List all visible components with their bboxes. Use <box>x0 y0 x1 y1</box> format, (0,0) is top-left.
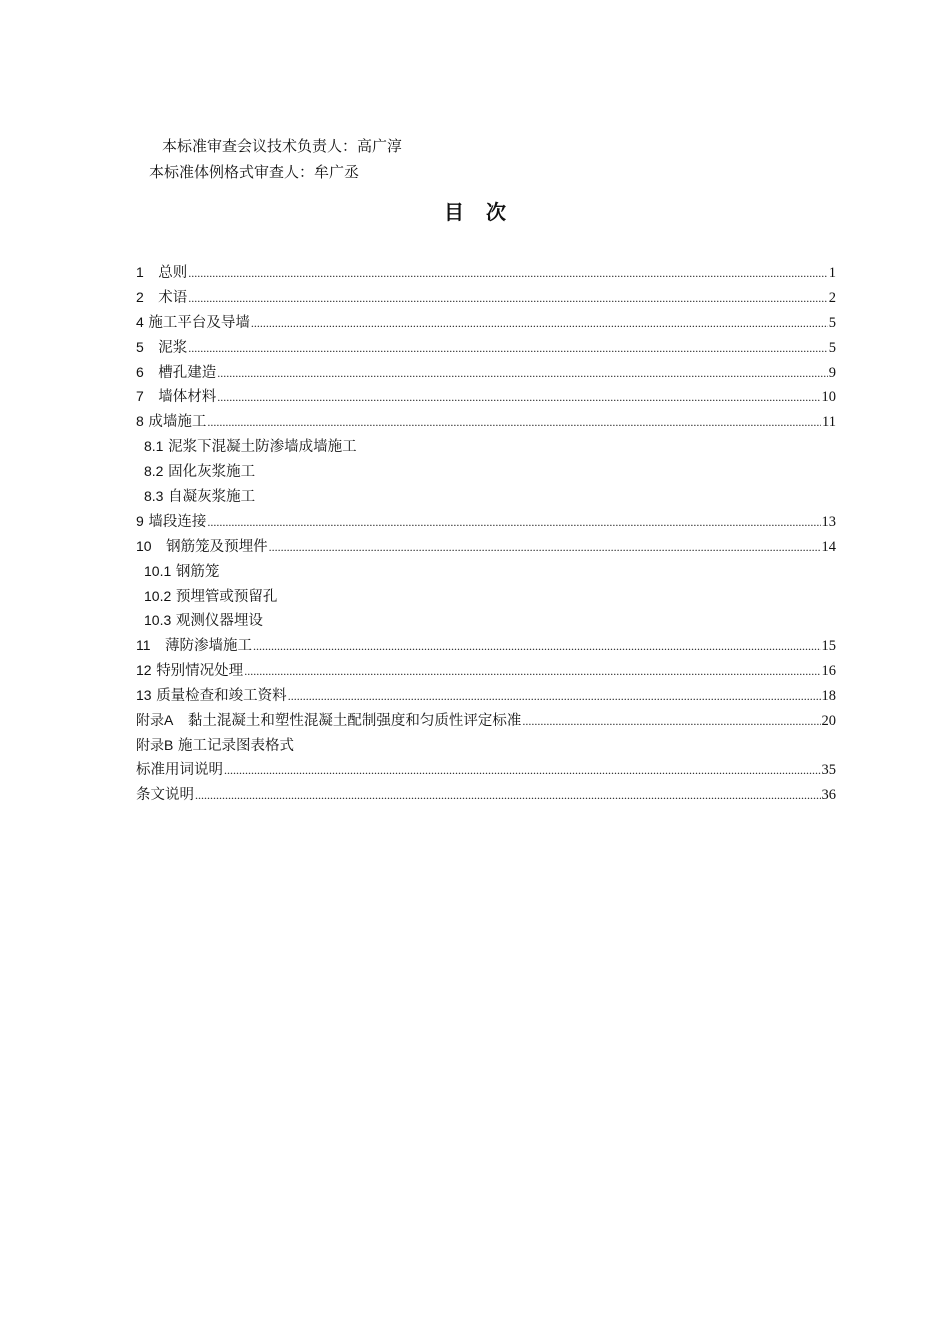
toc-leader-dots <box>188 263 827 283</box>
toc-entry[interactable] <box>136 710 836 735</box>
toc-entry-gap <box>144 363 159 383</box>
toc-entry[interactable] <box>136 760 836 785</box>
toc-entry-label: 薄防渗墙施工 <box>165 638 253 655</box>
toc-leader-dots <box>195 785 821 805</box>
toc-entry[interactable] <box>136 511 836 536</box>
toc-entry-label: 总则 <box>158 265 188 281</box>
toc-entry[interactable] <box>136 312 836 337</box>
toc-leader-dots <box>217 363 827 383</box>
toc-leader-dots <box>217 387 820 407</box>
toc-entry-number: 10.1 <box>144 562 172 579</box>
toc-entry-page-number: 20 <box>821 713 836 730</box>
toc-entry-number: 1 <box>136 264 144 280</box>
toc-entry-number: 10.3 <box>144 612 172 629</box>
toc-entry[interactable] <box>136 785 836 810</box>
toc-entry-page-number: 15 <box>821 638 836 655</box>
toc-leader-dots <box>522 711 820 731</box>
toc-entry-number: 11 <box>136 637 151 654</box>
toc-entry-label: 条文说明 <box>136 786 194 803</box>
toc-entry-label: 特别情况处理 <box>156 663 244 680</box>
toc-entry-number: 8.3 <box>144 488 164 505</box>
toc-entry[interactable] <box>136 262 836 287</box>
toc-entry-page-number: 9 <box>828 364 836 381</box>
toc-entry-number: 12 <box>136 662 152 679</box>
toc-entry-label: 固化灰浆施工 <box>168 464 256 481</box>
toc-entry-page-number: 36 <box>821 786 836 803</box>
toc-entry-page-number: 14 <box>821 538 836 555</box>
toc-entry-label: 术语 <box>158 289 188 306</box>
toc-entry-page-number: 5 <box>828 339 836 356</box>
toc-entry-page-number: 10 <box>821 389 836 406</box>
toc-leader-dots <box>244 661 820 681</box>
toc-leader-dots <box>188 338 827 358</box>
toc-entry-page-number: 2 <box>828 289 836 306</box>
toc-entry-label: 预埋管或预留孔 <box>175 588 278 605</box>
toc-entry[interactable] <box>136 660 836 685</box>
toc-leader-dots <box>288 686 821 706</box>
toc-entry[interactable] <box>136 362 836 387</box>
toc-leader-dots <box>224 760 821 780</box>
toc-entry[interactable] <box>136 486 836 511</box>
table-of-contents <box>136 262 836 810</box>
toc-entry-label: 施工记录图表格式 <box>177 737 294 754</box>
toc-entry-number: 8 <box>136 413 144 430</box>
toc-entry-number: 8.1 <box>144 438 164 455</box>
toc-entry-gap <box>144 338 159 358</box>
toc-entry[interactable] <box>136 386 836 411</box>
toc-entry-label: 泥浆 <box>158 339 188 356</box>
toc-leader-dots <box>207 412 821 432</box>
toc-entry[interactable] <box>136 436 836 461</box>
toc-entry[interactable] <box>136 561 836 586</box>
toc-entry[interactable] <box>136 735 836 760</box>
toc-entry-number: 附录A <box>136 712 174 729</box>
toc-entry-number: 10 <box>136 537 152 554</box>
toc-entry-label: 钢筋笼及预埋件 <box>166 538 268 555</box>
toc-entry-label: 钢筋笼 <box>175 563 220 580</box>
toc-entry-page-number: 1 <box>828 265 836 281</box>
toc-entry-number: 附录B <box>136 736 174 753</box>
toc-entry[interactable] <box>136 287 836 312</box>
toc-entry-label: 墙体材料 <box>158 389 217 406</box>
toc-leader-dots <box>251 313 828 333</box>
toc-entry-gap <box>144 387 159 407</box>
toc-entry-gap <box>144 288 159 308</box>
toc-entry-label: 质量检查和竣工资料 <box>156 688 287 705</box>
toc-entry-gap <box>173 711 188 731</box>
toc-entry-page-number: 5 <box>828 314 836 331</box>
toc-entry-gap <box>151 636 166 656</box>
toc-leader-dots <box>207 512 820 532</box>
toc-entry-label: 墙段连接 <box>148 513 207 530</box>
toc-entry[interactable] <box>136 586 836 611</box>
toc-entry-label: 观测仪器埋设 <box>175 613 263 630</box>
toc-entry-number: 6 <box>136 363 144 380</box>
toc-entry[interactable] <box>136 685 836 710</box>
toc-entry[interactable] <box>136 610 836 635</box>
toc-entry-label: 成墙施工 <box>148 414 207 431</box>
toc-entry-page-number: 11 <box>822 414 836 431</box>
toc-leader-dots <box>269 537 821 557</box>
toc-entry-label: 槽孔建造 <box>158 364 217 381</box>
toc-entry-number: 2 <box>136 288 144 305</box>
toc-entry-number: 9 <box>136 512 144 529</box>
toc-entry-label: 施工平台及导墙 <box>148 314 250 331</box>
toc-entry-number: 13 <box>136 687 152 704</box>
toc-entry[interactable] <box>136 536 836 561</box>
toc-entry-page-number: 13 <box>821 513 836 530</box>
toc-entry-gap <box>152 537 167 557</box>
toc-leader-dots <box>253 636 820 656</box>
toc-entry-gap <box>144 263 159 283</box>
toc-entry-label: 黏土混凝土和塑性混凝土配制强度和匀质性评定标准 <box>187 713 522 730</box>
toc-entry-number: 5 <box>136 338 144 355</box>
toc-entry[interactable] <box>136 411 836 436</box>
toc-entry-page-number: 18 <box>821 688 836 705</box>
format-reviewer-line: 本标准体例格式审查人：牟广丞 <box>149 163 360 181</box>
toc-entry-label: 自凝灰浆施工 <box>168 489 256 506</box>
toc-entry[interactable] <box>136 461 836 486</box>
toc-title: 目次 <box>444 200 528 224</box>
toc-leader-dots <box>188 288 827 308</box>
toc-entry[interactable] <box>136 337 836 362</box>
toc-entry-label: 标准用词说明 <box>136 761 223 778</box>
toc-entry-number: 4 <box>136 313 144 330</box>
technical-lead-line: 本标准审查会议技术负责人：高广淳 <box>162 137 403 155</box>
toc-entry-page-number: 16 <box>821 663 836 680</box>
toc-entry-label: 泥浆下混凝土防渗墙成墙施工 <box>168 439 357 456</box>
toc-entry-number: 10.2 <box>144 587 172 604</box>
toc-entry[interactable] <box>136 635 836 660</box>
toc-entry-number: 7 <box>136 388 144 405</box>
toc-entry-number: 8.2 <box>144 463 164 480</box>
toc-entry-page-number: 35 <box>821 761 836 778</box>
